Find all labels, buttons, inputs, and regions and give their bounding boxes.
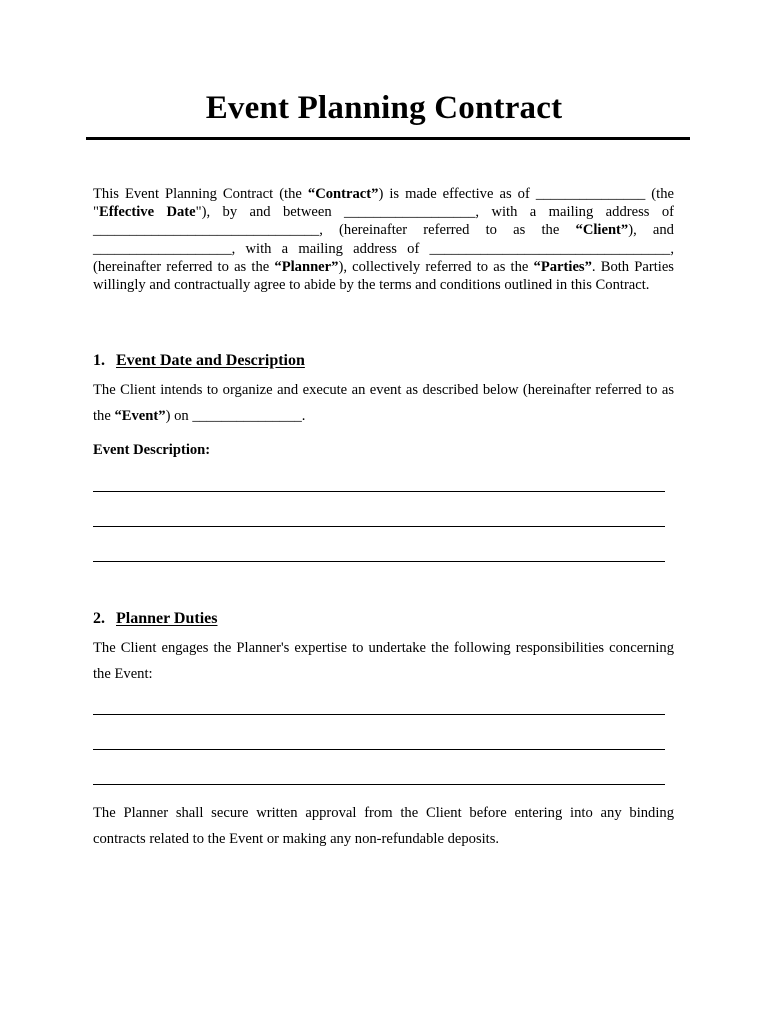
section-1-text-1: The Client intends to organize and execute an event as described below (hereinafter referred to as the: [93, 382, 674, 424]
title-divider: [86, 137, 690, 140]
section-2-heading: [93, 609, 217, 629]
planner-duties-line-1[interactable]: [93, 714, 665, 715]
document-title: Event Planning Contract: [205, 90, 563, 126]
planner-term: “Planner”: [274, 258, 339, 275]
intro-text-6: , (hereinafter referred to as the: [319, 222, 576, 239]
event-description-label: Event Description:: [93, 442, 211, 458]
intro-text-2: ) is made effective as of: [378, 186, 536, 202]
event-description-line-1[interactable]: [93, 491, 665, 492]
intro-text-4: "), by and between: [195, 204, 345, 221]
intro-text-5: , with a mailing address of: [475, 204, 675, 221]
effective-date-blank[interactable]: _______________: [535, 186, 646, 202]
section-1-text-2: ) on: [165, 408, 193, 424]
intro-paragraph: [93, 185, 674, 294]
client-term: “Client”: [575, 222, 629, 239]
client-name-blank[interactable]: __________________: [344, 204, 476, 221]
planner-name-blank[interactable]: ___________________: [93, 240, 232, 257]
section-2-paragraph: The Client engages the Planner's expertise to undertake the following responsibilities concerning the Event:: [93, 640, 674, 682]
section-2-title: Planner Duties: [116, 610, 218, 627]
planner-address-blank[interactable]: _________________________________: [429, 240, 671, 257]
planner-duties-line-3[interactable]: [93, 784, 665, 785]
intro-text-1: This Event Planning Contract (the: [93, 186, 308, 202]
intro-text-8: , with a mailing address of: [231, 240, 430, 257]
intro-text-11: . Both Parties willingly and contractually agree to abide by the terms and conditions outlined in this Contract.: [93, 258, 674, 294]
section-2-number: 2.: [93, 610, 105, 627]
client-address-blank[interactable]: _______________________________: [93, 222, 320, 239]
section-1-number: 1.: [93, 352, 105, 369]
section-1-title: Event Date and Description: [116, 352, 305, 369]
parties-term: “Parties”: [533, 258, 592, 275]
intro-text-10: ), collectively referred to as the: [338, 258, 534, 275]
intro-text-9: , (hereinafter referred to as the: [93, 240, 674, 275]
contract-term: “Contract”: [307, 186, 379, 202]
section-1-text-3: .: [301, 408, 306, 424]
effective-date-term: Effective Date: [98, 204, 196, 221]
event-description-line-3[interactable]: [93, 561, 665, 562]
event-date-blank[interactable]: _______________: [192, 408, 302, 424]
intro-text-3: (the ": [93, 186, 674, 221]
event-description-line-2[interactable]: [93, 526, 665, 527]
intro-text-7: ), and: [628, 222, 674, 239]
approval-paragraph: The Planner shall secure written approval from the Client before entering into any binding contracts related to the Event or making any non-refundable deposits.: [93, 805, 674, 847]
event-term: “Event”: [114, 408, 166, 424]
section-1-paragraph: [93, 377, 674, 429]
section-1-heading: [93, 351, 305, 371]
planner-duties-line-2[interactable]: [93, 749, 665, 750]
